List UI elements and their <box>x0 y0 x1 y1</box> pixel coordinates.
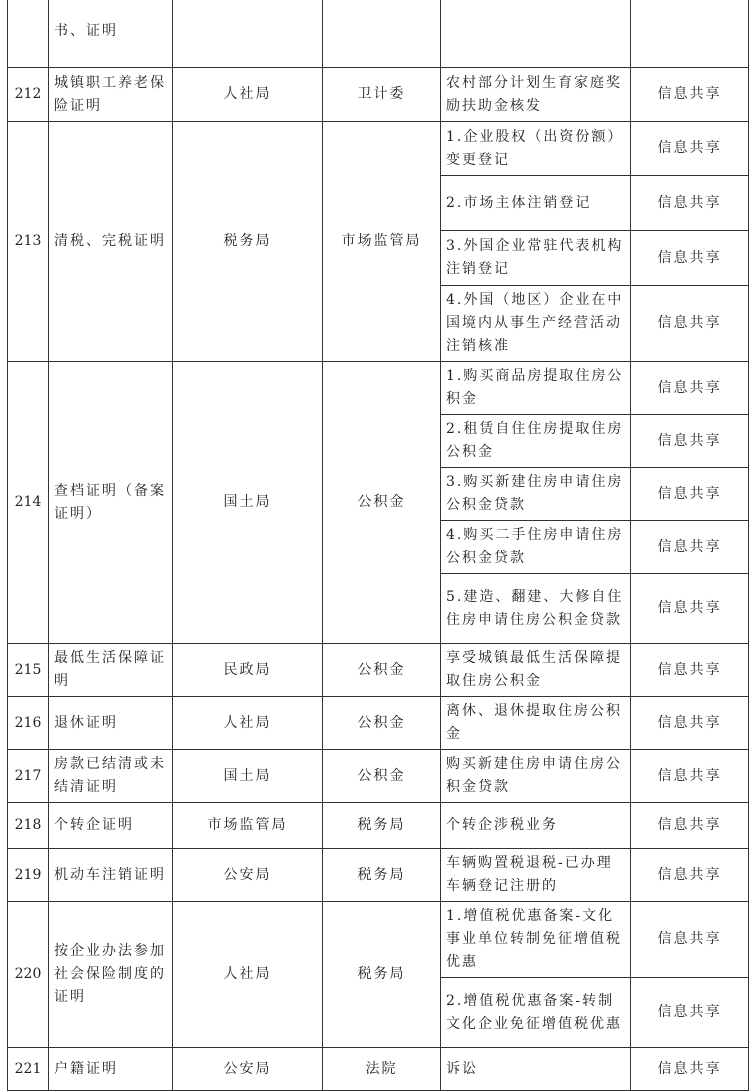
matter-item: 1.增值税优惠备案-文化事业单位转制免征增值税优惠 <box>441 902 631 978</box>
matter-item: 诉讼 <box>441 1048 631 1091</box>
matter-item: 1.企业股权（出资份额）变更登记 <box>441 122 631 176</box>
table-row <box>8 697 749 750</box>
verification-mode: 信息共享 <box>631 176 749 231</box>
certificate-name: 按企业办法参加社会保险制度的证明 <box>49 902 173 1048</box>
verification-mode: 信息共享 <box>631 468 749 521</box>
certificate-name: 最低生活保障证明 <box>49 644 173 697</box>
issuing-department: 市场监管局 <box>173 803 323 849</box>
using-department: 税务局 <box>323 803 441 849</box>
verification-mode: 信息共享 <box>631 521 749 574</box>
using-department: 公积金 <box>323 362 441 644</box>
verification-mode: 信息共享 <box>631 68 749 122</box>
using-department: 公积金 <box>323 750 441 803</box>
certificate-name: 户籍证明 <box>49 1048 173 1091</box>
matter-item <box>441 0 631 68</box>
table-row <box>8 1048 749 1091</box>
matter-item: 离休、退休提取住房公积金 <box>441 697 631 750</box>
verification-mode: 信息共享 <box>631 362 749 415</box>
issuing-department <box>173 0 323 68</box>
matter-item: 个转企涉税业务 <box>441 803 631 849</box>
issuing-department: 国土局 <box>173 750 323 803</box>
table-row <box>8 750 749 803</box>
row-number: 219 <box>8 849 49 902</box>
matter-item: 4.购买二手住房申请住房公积金贷款 <box>441 521 631 574</box>
certificate-name: 查档证明（备案证明） <box>49 362 173 644</box>
row-number: 217 <box>8 750 49 803</box>
verification-mode <box>631 0 749 68</box>
verification-mode: 信息共享 <box>631 122 749 176</box>
using-department: 税务局 <box>323 902 441 1048</box>
verification-mode: 信息共享 <box>631 1048 749 1091</box>
matter-item: 购买新建住房申请住房公积金贷款 <box>441 750 631 803</box>
certificate-name: 退休证明 <box>49 697 173 750</box>
issuing-department: 国土局 <box>173 362 323 644</box>
issuing-department: 人社局 <box>173 902 323 1048</box>
row-number: 220 <box>8 902 49 1048</box>
verification-mode: 信息共享 <box>631 415 749 468</box>
certificate-name: 机动车注销证明 <box>49 849 173 902</box>
verification-mode: 信息共享 <box>631 902 749 978</box>
row-number: 213 <box>8 122 49 362</box>
table-row <box>8 122 749 176</box>
matter-item: 5.建造、翻建、大修自住住房申请住房公积金贷款 <box>441 574 631 644</box>
issuing-department: 公安局 <box>173 849 323 902</box>
matter-item: 2.租赁自住住房提取住房公积金 <box>441 415 631 468</box>
verification-mode: 信息共享 <box>631 803 749 849</box>
table-row <box>8 902 749 978</box>
certificate-name: 个转企证明 <box>49 803 173 849</box>
verification-mode: 信息共享 <box>631 574 749 644</box>
matter-item: 4.外国（地区）企业在中国境内从事生产经营活动注销核准 <box>441 286 631 362</box>
matter-item: 享受城镇最低生活保障提取住房公积金 <box>441 644 631 697</box>
issuing-department: 人社局 <box>173 697 323 750</box>
verification-mode: 信息共享 <box>631 978 749 1048</box>
row-number: 212 <box>8 68 49 122</box>
using-department: 公积金 <box>323 697 441 750</box>
row-number: 216 <box>8 697 49 750</box>
matter-item: 1.购买商品房提取住房公积金 <box>441 362 631 415</box>
table-row <box>8 68 749 122</box>
row-number: 221 <box>8 1048 49 1091</box>
matter-item: 车辆购置税退税-已办理车辆登记注册的 <box>441 849 631 902</box>
issuing-department: 民政局 <box>173 644 323 697</box>
using-department: 公积金 <box>323 644 441 697</box>
certificate-name: 清税、完税证明 <box>49 122 173 362</box>
issuing-department: 公安局 <box>173 1048 323 1091</box>
issuing-department: 税务局 <box>173 122 323 362</box>
row-number: 214 <box>8 362 49 644</box>
row-number: 218 <box>8 803 49 849</box>
verification-mode: 信息共享 <box>631 286 749 362</box>
using-department: 法院 <box>323 1048 441 1091</box>
certificate-table <box>7 0 749 1091</box>
certificate-name: 书、证明 <box>49 0 173 68</box>
matter-item: 3.外国企业常驻代表机构注销登记 <box>441 231 631 286</box>
using-department: 卫计委 <box>323 68 441 122</box>
table-row <box>8 644 749 697</box>
matter-item: 农村部分计划生育家庭奖励扶助金核发 <box>441 68 631 122</box>
matter-item: 3.购买新建住房申请住房公积金贷款 <box>441 468 631 521</box>
issuing-department: 人社局 <box>173 68 323 122</box>
verification-mode: 信息共享 <box>631 750 749 803</box>
using-department: 税务局 <box>323 849 441 902</box>
verification-mode: 信息共享 <box>631 697 749 750</box>
matter-item: 2.增值税优惠备案-转制文化企业免征增值税优惠 <box>441 978 631 1048</box>
row-number: 215 <box>8 644 49 697</box>
verification-mode: 信息共享 <box>631 849 749 902</box>
table-row <box>8 849 749 902</box>
certificate-name: 城镇职工养老保险证明 <box>49 68 173 122</box>
row-number <box>8 0 49 68</box>
using-department: 市场监管局 <box>323 122 441 362</box>
using-department <box>323 0 441 68</box>
verification-mode: 信息共享 <box>631 644 749 697</box>
certificate-name: 房款已结清或未结清证明 <box>49 750 173 803</box>
matter-item: 2.市场主体注销登记 <box>441 176 631 231</box>
verification-mode: 信息共享 <box>631 231 749 286</box>
table-row <box>8 362 749 415</box>
table-row <box>8 803 749 849</box>
table-row <box>8 0 749 68</box>
